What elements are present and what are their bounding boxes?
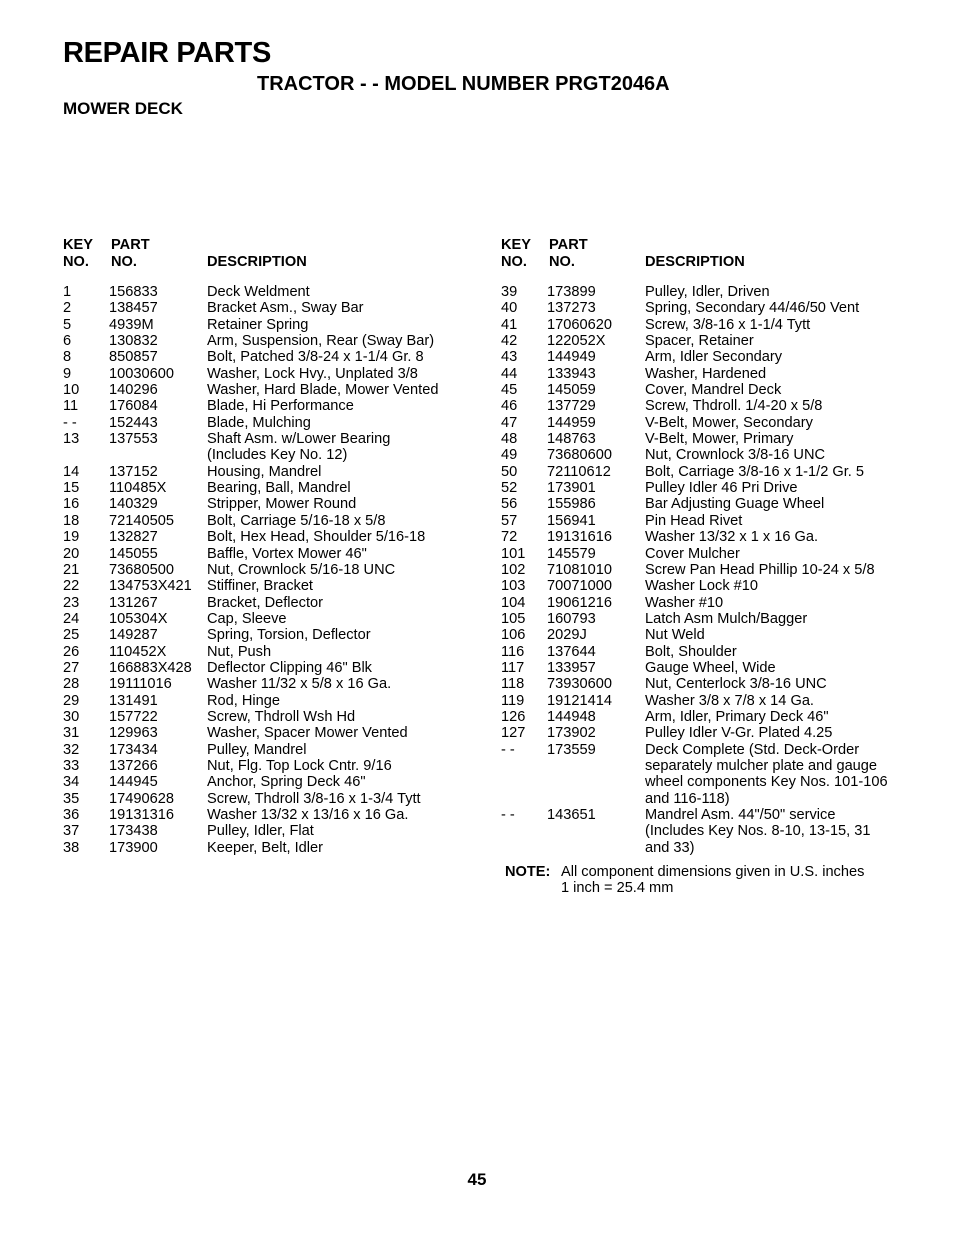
part-number: 130832: [109, 333, 158, 350]
part-row: [63, 840, 463, 856]
part-number: 145579: [547, 545, 596, 562]
key-number: 21: [63, 561, 80, 578]
part-row: [63, 562, 463, 578]
part-number: 145055: [109, 545, 158, 562]
part-row: [63, 333, 463, 349]
part-description: Pulley, Idler, Driven: [645, 284, 770, 300]
key-number: 20: [63, 545, 80, 562]
part-description: Spring, Secondary 44/46/50 Vent: [645, 300, 860, 317]
part-row: [63, 676, 463, 692]
part-description: Pulley Idler V-Gr. Plated 4.25: [645, 725, 833, 742]
part-number: 4939M: [109, 316, 154, 333]
part-row: [63, 823, 463, 839]
key-number: 27: [63, 659, 80, 676]
part-row: [501, 447, 921, 463]
part-number: 140296: [109, 382, 158, 399]
part-description: Washer 13/32 x 1 x 16 Ga.: [645, 529, 819, 546]
part-description: Nut, Flg. Top Lock Cntr. 9/16: [207, 757, 392, 774]
part-row: [501, 562, 921, 578]
part-description: Blade, Mulching: [207, 414, 311, 431]
key-number: 15: [63, 480, 80, 497]
part-row: [63, 660, 463, 676]
key-number: 46: [501, 398, 518, 415]
part-row: [501, 725, 921, 741]
key-number: 19: [63, 529, 80, 546]
part-description: Nut, Crownlock 3/8-16 UNC: [645, 447, 826, 464]
part-description: Stiffiner, Bracket: [207, 578, 313, 595]
key-no-header: KEY NO.: [63, 237, 94, 270]
part-description: Cover Mulcher: [645, 545, 740, 562]
part-description: Washer 13/32 x 13/16 x 16 Ga.: [207, 807, 409, 823]
part-number: 138457: [109, 300, 158, 317]
part-description: Bolt, Patched 3/8-24 x 1-1/4 Gr. 8: [207, 349, 424, 366]
part-row: [501, 349, 921, 365]
part-description: Rod, Hinge: [207, 692, 281, 709]
key-number: 72: [501, 529, 518, 546]
part-row: [63, 807, 463, 823]
key-no-header: KEY NO.: [501, 237, 532, 270]
part-description: Washer 3/8 x 7/8 x 14 Ga.: [645, 692, 814, 709]
key-number: 26: [63, 643, 80, 660]
key-number: 24: [63, 610, 80, 627]
key-number: 117: [501, 659, 525, 676]
note-text: All component dimensions given in U.S. inches 1 inch = 25.4 mm: [561, 864, 865, 897]
part-description: Baffle, Vortex Mower 46": [207, 545, 367, 562]
part-number: 133957: [547, 659, 596, 676]
part-row: [63, 284, 463, 300]
part-row: [63, 431, 463, 464]
part-row: [63, 317, 463, 333]
part-number: 137273: [547, 300, 596, 317]
part-description: Washer, Lock Hvy., Unplated 3/8: [207, 365, 418, 382]
key-number: 104: [501, 594, 526, 611]
dimension-note: [505, 864, 921, 897]
part-row: [63, 611, 463, 627]
part-row: [63, 546, 463, 562]
key-number: 48: [501, 431, 518, 448]
part-number: 134753X421: [109, 578, 192, 595]
part-number: 145059: [547, 382, 596, 399]
part-number: 133943: [547, 365, 596, 382]
key-number: 22: [63, 578, 80, 595]
part-description: Cap, Sleeve: [207, 610, 287, 627]
key-number: 41: [501, 316, 518, 333]
key-number: 44: [501, 365, 518, 382]
part-number: 157722: [109, 708, 158, 725]
part-description: Bearing, Ball, Mandrel: [207, 480, 351, 497]
part-description: Spring, Torsion, Deflector: [207, 627, 371, 644]
part-number: 173899: [547, 284, 596, 300]
key-number: 30: [63, 708, 80, 725]
part-no-header: PART NO.: [549, 237, 588, 270]
part-row: [501, 644, 921, 660]
part-row: [63, 366, 463, 382]
part-row: [63, 349, 463, 365]
part-row: [501, 595, 921, 611]
key-number: 14: [63, 463, 80, 480]
part-number: 17490628: [109, 790, 174, 807]
part-row: [63, 693, 463, 709]
part-number: 148763: [547, 431, 596, 448]
part-description: Screw, Thdroll. 1/4-20 x 5/8: [645, 398, 823, 415]
key-number: 37: [63, 823, 80, 840]
part-description: Cover, Mandrel Deck: [645, 382, 782, 399]
key-number: 25: [63, 627, 80, 644]
part-number: 144948: [547, 708, 596, 725]
part-description: Bolt, Carriage 5/16-18 x 5/8: [207, 512, 386, 529]
part-description: Pulley, Mandrel: [207, 741, 307, 758]
part-number: 173902: [547, 725, 596, 742]
key-number: 2: [63, 300, 72, 317]
description-header: DESCRIPTION: [645, 254, 745, 270]
part-description: Bracket Asm., Sway Bar: [207, 300, 364, 317]
part-description: Bar Adjusting Guage Wheel: [645, 496, 825, 513]
part-description: Retainer Spring: [207, 316, 309, 333]
part-description: Washer, Hardened: [645, 365, 767, 382]
part-number: 19061216: [547, 594, 612, 611]
part-description: Nut Weld: [645, 627, 705, 644]
part-number: 10030600: [109, 365, 174, 382]
part-description: Screw, 3/8-16 x 1-1/4 Tytt: [645, 316, 811, 333]
part-description: Nut, Push: [207, 643, 272, 660]
part-description: Bolt, Carriage 3/8-16 x 1-1/2 Gr. 5: [645, 463, 865, 480]
part-number: 73930600: [547, 676, 612, 693]
part-row: [501, 464, 921, 480]
column-header: [501, 237, 921, 271]
key-number: 56: [501, 496, 518, 513]
key-number: 34: [63, 774, 80, 791]
part-description: Shaft Asm. w/Lower Bearing (Includes Key No. 12): [207, 431, 391, 464]
key-number: 33: [63, 757, 80, 774]
key-number: 28: [63, 676, 80, 693]
key-number: 126: [501, 708, 526, 725]
key-number: 5: [63, 316, 72, 333]
part-number: 122052X: [547, 333, 606, 350]
part-number: 155986: [547, 496, 596, 513]
key-number: 119: [501, 692, 525, 709]
part-description: Washer, Spacer Mower Vented: [207, 725, 408, 742]
part-number: 137553: [109, 431, 158, 448]
key-number: 23: [63, 594, 80, 611]
part-description: Screw, Thdroll Wsh Hd: [207, 708, 356, 725]
part-number: 71081010: [547, 561, 612, 578]
part-number: 140329: [109, 496, 158, 513]
part-number: 173900: [109, 839, 158, 856]
part-row: [501, 513, 921, 529]
part-row: [501, 496, 921, 512]
part-row: [501, 366, 921, 382]
key-number: 127: [501, 725, 526, 742]
key-number: 57: [501, 512, 518, 529]
part-number: 160793: [547, 610, 596, 627]
part-row: [63, 300, 463, 316]
part-description: Pulley Idler 46 Pri Drive: [645, 480, 798, 497]
part-number: 144959: [547, 414, 596, 431]
key-number: 47: [501, 414, 518, 431]
part-row: [63, 578, 463, 594]
part-number: 73680500: [109, 561, 174, 578]
key-number: 9: [63, 365, 72, 382]
part-row: [501, 284, 921, 300]
part-row: [501, 693, 921, 709]
section-heading: MOWER DECK: [63, 99, 183, 118]
part-number: 173434: [109, 741, 158, 758]
column-header: [63, 237, 463, 271]
key-number: 10: [63, 382, 80, 399]
key-number: 18: [63, 512, 80, 529]
part-row: [501, 742, 921, 807]
part-row: [63, 595, 463, 611]
page-title: REPAIR PARTS: [63, 37, 272, 69]
part-number: 156833: [109, 284, 158, 300]
part-number: 850857: [109, 349, 158, 366]
key-number: 50: [501, 463, 518, 480]
part-description: Mandrel Asm. 44"/50" service (Includes Key Nos. 8-10, 13-15, 31 and 33): [645, 807, 871, 856]
part-row: [63, 513, 463, 529]
part-number: 19131316: [109, 807, 174, 823]
part-description: Gauge Wheel, Wide: [645, 659, 776, 676]
part-number: 131491: [109, 692, 158, 709]
part-description: Arm, Idler Secondary: [645, 349, 783, 366]
key-number: 32: [63, 741, 80, 758]
part-description: V-Belt, Mower, Secondary: [645, 414, 813, 431]
part-row: [63, 758, 463, 774]
part-number: 173438: [109, 823, 158, 840]
part-number: 110485X: [109, 480, 167, 497]
part-number: 137152: [109, 463, 158, 480]
part-row: [501, 546, 921, 562]
key-number: 39: [501, 284, 518, 300]
key-number: 38: [63, 839, 80, 856]
part-row: [63, 627, 463, 643]
part-description: Washer, Hard Blade, Mower Vented: [207, 382, 439, 399]
key-number: 11: [63, 398, 79, 415]
part-row: [501, 627, 921, 643]
key-number: 102: [501, 561, 526, 578]
key-number: 29: [63, 692, 80, 709]
part-number: 72110612: [547, 463, 611, 480]
part-number: 19121414: [547, 692, 612, 709]
part-row: [63, 398, 463, 414]
part-row: [501, 529, 921, 545]
part-description: Bolt, Shoulder: [645, 643, 737, 660]
part-row: [63, 709, 463, 725]
part-row: [501, 676, 921, 692]
key-number: 116: [501, 643, 525, 660]
part-row: [63, 480, 463, 496]
part-row: [63, 464, 463, 480]
part-row: [63, 725, 463, 741]
key-number: - -: [501, 741, 515, 758]
part-row: [63, 791, 463, 807]
part-number: 173559: [547, 741, 596, 758]
part-row: [63, 529, 463, 545]
part-description: Deck Weldment: [207, 284, 310, 300]
part-row: [501, 480, 921, 496]
part-number: 137266: [109, 757, 158, 774]
part-description: Arm, Suspension, Rear (Sway Bar): [207, 333, 435, 350]
part-row: [501, 382, 921, 398]
part-number: 166883X428: [109, 659, 192, 676]
part-description: Deflector Clipping 46" Blk: [207, 659, 372, 676]
parts-list-right: [501, 284, 921, 856]
part-number: 137729: [547, 398, 596, 415]
part-row: [501, 317, 921, 333]
key-number: 43: [501, 349, 518, 366]
part-no-header: PART NO.: [111, 237, 150, 270]
part-description: Latch Asm Mulch/Bagger: [645, 610, 808, 627]
part-description: Washer Lock #10: [645, 578, 759, 595]
key-number: 106: [501, 627, 526, 644]
part-number: 132827: [109, 529, 158, 546]
part-row: [63, 742, 463, 758]
part-row: [501, 415, 921, 431]
part-description: Bolt, Hex Head, Shoulder 5/16-18: [207, 529, 426, 546]
part-row: [501, 333, 921, 349]
key-number: 103: [501, 578, 526, 595]
part-number: 149287: [109, 627, 158, 644]
part-row: [501, 807, 921, 856]
key-number: 42: [501, 333, 518, 350]
key-number: 36: [63, 807, 80, 823]
part-description: Pin Head Rivet: [645, 512, 743, 529]
part-number: 131267: [109, 594, 158, 611]
parts-column-right: [501, 237, 921, 856]
parts-list-left: [63, 284, 463, 856]
part-number: 144949: [547, 349, 596, 366]
part-number: 73680600: [547, 447, 612, 464]
key-number: 105: [501, 610, 526, 627]
key-number: - -: [63, 414, 77, 431]
key-number: 45: [501, 382, 518, 399]
part-row: [63, 496, 463, 512]
part-row: [501, 431, 921, 447]
part-number: 19131616: [547, 529, 612, 546]
part-number: 137644: [547, 643, 596, 660]
key-number: 101: [501, 545, 526, 562]
key-number: 49: [501, 447, 518, 464]
key-number: 16: [63, 496, 80, 513]
part-row: [63, 415, 463, 431]
part-number: 173901: [547, 480, 596, 497]
part-row: [63, 774, 463, 790]
key-number: 13: [63, 431, 80, 448]
part-description: Anchor, Spring Deck 46": [207, 774, 366, 791]
part-number: 156941: [547, 512, 596, 529]
part-row: [501, 660, 921, 676]
part-number: 176084: [109, 398, 158, 415]
key-number: 40: [501, 300, 518, 317]
part-number: 70071000: [547, 578, 612, 595]
part-description: V-Belt, Mower, Primary: [645, 431, 794, 448]
part-description: Nut, Crownlock 5/16-18 UNC: [207, 561, 396, 578]
part-row: [501, 611, 921, 627]
page-number: 45: [467, 1170, 487, 1189]
key-number: 6: [63, 333, 72, 350]
part-description: Bracket, Deflector: [207, 594, 323, 611]
part-description: Washer #10: [645, 594, 724, 611]
part-description: Pulley, Idler, Flat: [207, 823, 314, 840]
part-description: Deck Complete (Std. Deck-Order separately mulcher plate and gauge wheel components Key Nos. 101-106 and 116-118): [645, 741, 888, 807]
part-description: Housing, Mandrel: [207, 463, 322, 480]
note-label: NOTE:: [505, 864, 551, 880]
key-number: - -: [501, 807, 515, 823]
part-number: 143651: [547, 807, 596, 823]
part-description: Nut, Centerlock 3/8-16 UNC: [645, 676, 827, 693]
part-description: Keeper, Belt, Idler: [207, 839, 324, 856]
part-description: Screw, Thdroll 3/8-16 x 1-3/4 Tytt: [207, 790, 421, 807]
part-number: 129963: [109, 725, 158, 742]
key-number: 1: [63, 284, 72, 300]
part-description: Screw Pan Head Phillip 10-24 x 5/8: [645, 561, 875, 578]
parts-column-left: [63, 237, 463, 856]
part-description: Stripper, Mower Round: [207, 496, 357, 513]
part-description: Spacer, Retainer: [645, 333, 754, 350]
part-row: [63, 382, 463, 398]
part-row: [63, 644, 463, 660]
part-number: 19111016: [109, 676, 172, 693]
part-description: Washer 11/32 x 5/8 x 16 Ga.: [207, 676, 392, 693]
part-description: Arm, Idler, Primary Deck 46": [645, 708, 829, 725]
part-number: 105304X: [109, 610, 168, 627]
part-number: 152443: [109, 414, 158, 431]
part-number: 2029J: [547, 627, 587, 644]
description-header: DESCRIPTION: [207, 254, 307, 270]
key-number: 118: [501, 676, 525, 693]
model-subtitle: TRACTOR - - MODEL NUMBER PRGT2046A: [257, 73, 670, 95]
key-number: 31: [63, 725, 80, 742]
part-number: 110452X: [109, 643, 167, 660]
part-number: 17060620: [547, 316, 612, 333]
part-row: [501, 709, 921, 725]
part-description: Blade, Hi Performance: [207, 398, 354, 415]
part-row: [501, 398, 921, 414]
key-number: 35: [63, 790, 80, 807]
part-row: [501, 578, 921, 594]
part-number: 72140505: [109, 512, 174, 529]
part-number: 144945: [109, 774, 158, 791]
key-number: 52: [501, 480, 518, 497]
part-row: [501, 300, 921, 316]
key-number: 8: [63, 349, 72, 366]
